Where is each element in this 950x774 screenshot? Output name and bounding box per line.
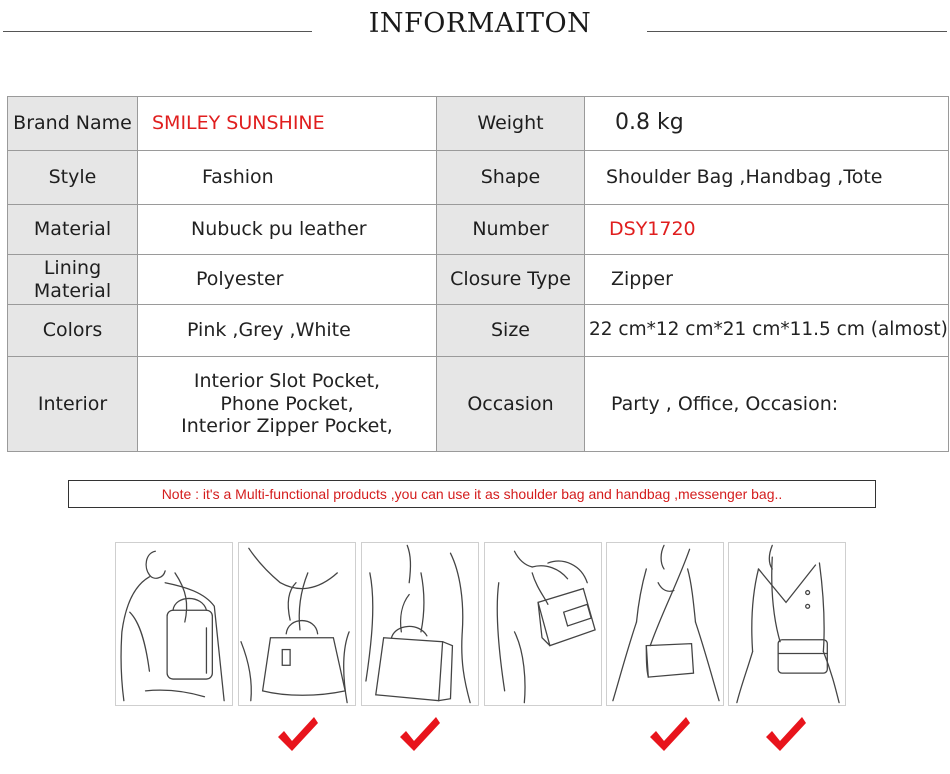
- spec-value-material: Nubuck pu leather: [138, 205, 437, 255]
- spec-value-closure: Zipper: [585, 255, 949, 305]
- spec-label-lining-material-word: Material: [33, 279, 112, 302]
- spec-value-weight: 0.8 kg: [585, 97, 949, 151]
- spec-label-interior: Interior: [8, 357, 138, 452]
- interior-feature: Interior Slot Pocket,: [193, 369, 381, 392]
- checkmark-icon: [764, 715, 808, 753]
- page-title: INFORMAITON: [368, 8, 592, 39]
- spec-label-style: Style: [8, 151, 138, 205]
- spec-label-colors: Colors: [8, 305, 138, 357]
- spec-value-size: 22 cm*12 cm*21 cm*11.5 cm (almost): [585, 305, 949, 357]
- spec-row: [8, 205, 949, 255]
- spec-value-number: DSY1720: [585, 205, 949, 255]
- spec-value-style: Fashion: [138, 151, 437, 205]
- spec-value-shape: Shoulder Bag ,Handbag ,Tote: [585, 151, 949, 205]
- tote-carry-illustration: [361, 542, 479, 706]
- interior-feature: Phone Pocket,: [220, 392, 354, 415]
- spec-label-lining-material: [8, 255, 138, 305]
- spec-row: [8, 255, 949, 305]
- spec-label-lining: Lining: [43, 256, 102, 279]
- spec-label-weight: Weight: [437, 97, 585, 151]
- spec-label-occasion: Occasion: [437, 357, 585, 452]
- spec-label-closure: Closure Type: [437, 255, 585, 305]
- spec-label-number: Number: [437, 205, 585, 255]
- spec-row: [8, 151, 949, 205]
- header-divider-right: [647, 31, 947, 32]
- checkmark-icon: [398, 715, 442, 753]
- spec-value-interior: [138, 357, 437, 452]
- spec-row: [8, 357, 949, 452]
- usage-note: Note : it's a Multi-functional products ,you can use it as shoulder bag and handbag ,messenger bag..: [68, 480, 876, 508]
- crossbody-front-illustration: [606, 542, 724, 706]
- spec-value-lining: Polyester: [138, 255, 437, 305]
- spec-label-material: Material: [8, 205, 138, 255]
- backpack-wear-illustration: [115, 542, 233, 706]
- spec-value-colors: Pink ,Grey ,White: [138, 305, 437, 357]
- spec-label-brand: Brand Name: [8, 97, 138, 151]
- spec-row: [8, 97, 949, 151]
- crossbody-dress-illustration: [728, 542, 846, 706]
- underarm-bag-illustration: [484, 542, 602, 706]
- spec-value-brand: SMILEY SUNSHINE: [138, 97, 437, 151]
- spec-label-size: Size: [437, 305, 585, 357]
- spec-label-shape: Shape: [437, 151, 585, 205]
- checkmark-icon: [648, 715, 692, 753]
- interior-feature: Interior Zipper Pocket,: [181, 415, 393, 438]
- checkmark-icon: [276, 715, 320, 753]
- handbag-carry-illustration: [238, 542, 356, 706]
- spec-value-occasion: Party , Office, Occasion:: [585, 357, 949, 452]
- product-spec-table: [7, 96, 949, 452]
- spec-row: [8, 305, 949, 357]
- header-divider-left: [3, 31, 312, 32]
